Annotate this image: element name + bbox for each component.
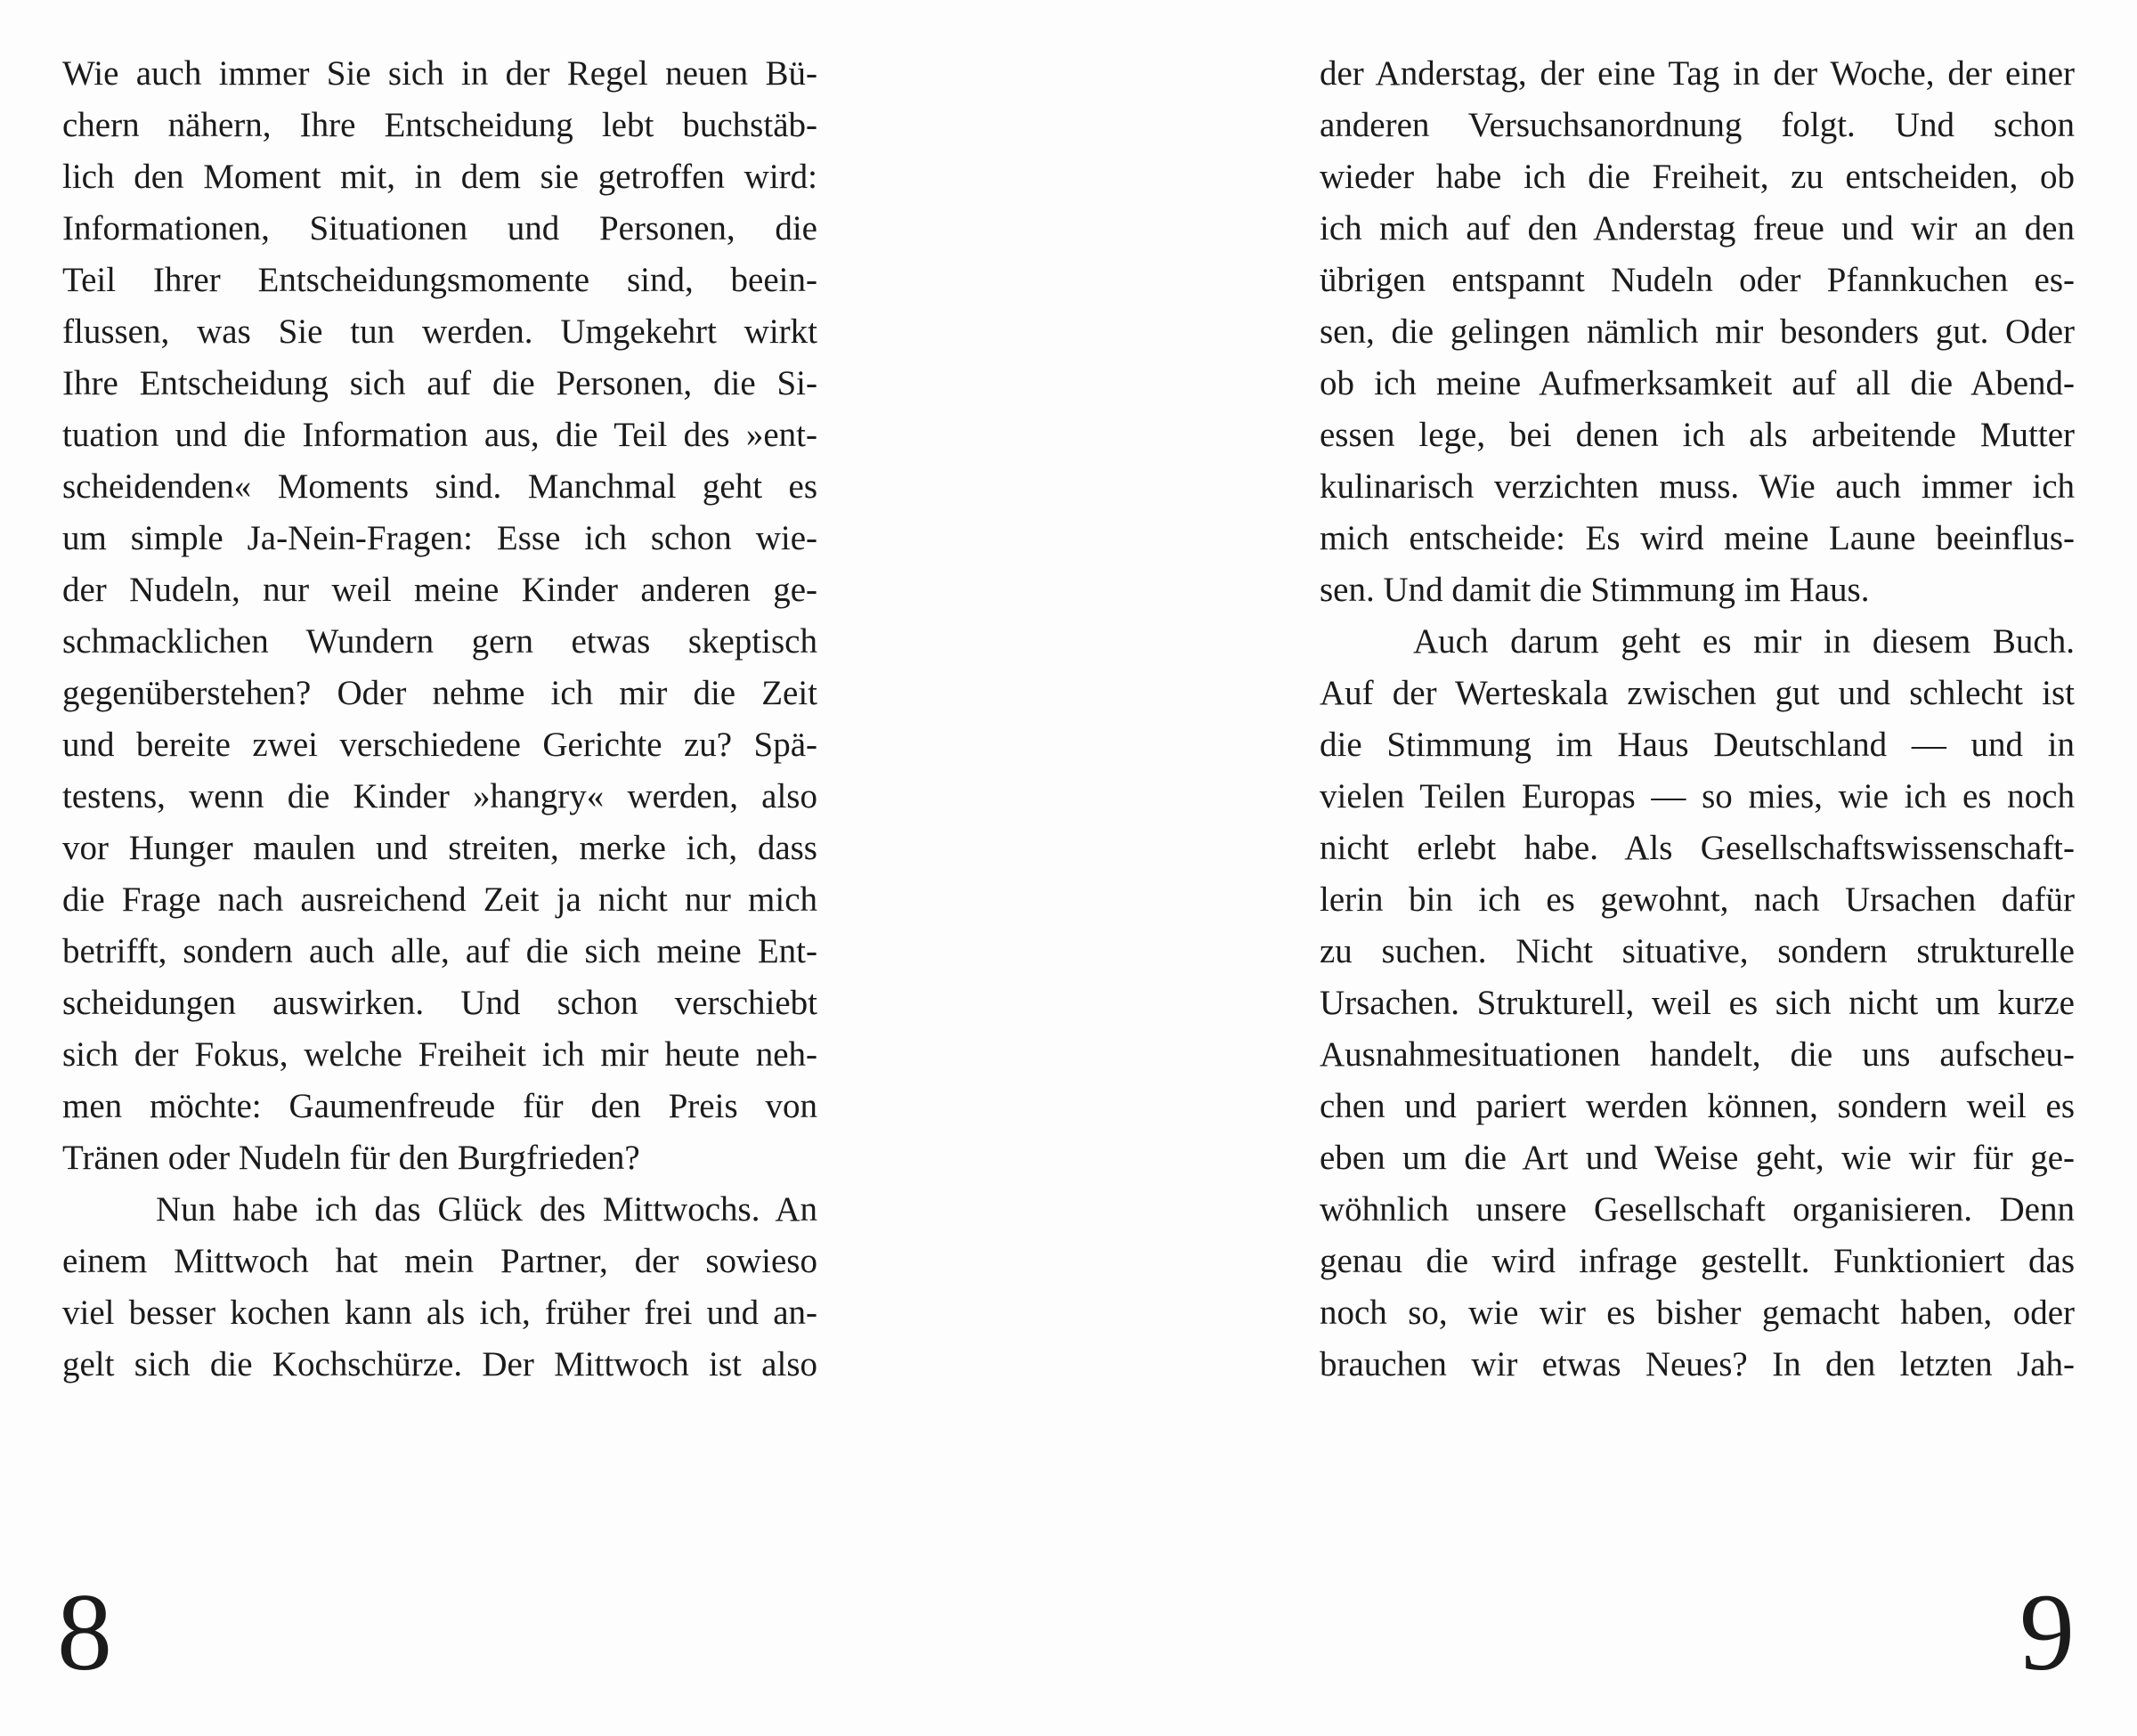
text-line: schmacklichen Wundern gern etwas skeptisch: [62, 622, 817, 661]
text-line: der Anderstag, der eine Tag in der Woche, der einer: [1320, 54, 2075, 93]
text-line: testens, wenn die Kinder »hangry« werden, also: [62, 777, 817, 815]
text-line: essen lege, bei denen ich als arbeitende Mutter: [1320, 416, 2075, 454]
text-line: scheidenden« Moments sind. Manchmal geht es: [62, 467, 817, 506]
text-line: scheidungen auswirken. Und schon verschiebt: [62, 984, 817, 1022]
right-page-number: 9: [2019, 1571, 2075, 1693]
text-line: flussen, was Sie tun werden. Umgekehrt wirkt: [62, 312, 817, 351]
text-line: chen und pariert werden können, sondern weil es: [1320, 1087, 2075, 1125]
text-line: die Frage nach ausreichend Zeit ja nicht nur mich: [62, 880, 817, 919]
text-line: men möchte: Gaumenfreude für den Preis von: [62, 1087, 817, 1125]
left-page: [0, 0, 1068, 1736]
text-line: zu suchen. Nicht situative, sondern strukturelle: [1320, 932, 2075, 970]
text-line: nicht erlebt habe. Als Gesellschaftswissenschaft-: [1320, 829, 2075, 867]
right-page-text-column: [1320, 48, 2075, 1391]
text-line: wöhnlich unsere Gesellschaft organisieren. Denn: [1320, 1190, 2075, 1229]
text-line: wieder habe ich die Freiheit, zu entscheiden, ob: [1320, 158, 2075, 196]
text-line: sen, die gelingen nämlich mir besonders gut. Oder: [1320, 312, 2075, 351]
text-line: Tränen oder Nudeln für den Burgfrieden?: [62, 1139, 640, 1177]
text-line: Auf der Werteskala zwischen gut und schlecht ist: [1320, 674, 2075, 712]
text-line: der Nudeln, nur weil meine Kinder anderen ge-: [62, 571, 817, 609]
text-line: noch so, wie wir es bisher gemacht haben, oder: [1320, 1294, 2075, 1332]
text-line: Nun habe ich das Glück des Mittwochs. An: [156, 1190, 817, 1229]
text-line: und bereite zwei verschiedene Gerichte zu? Spä-: [62, 726, 817, 764]
text-line: Ursachen. Strukturell, weil es sich nicht um kurze: [1320, 984, 2075, 1022]
text-line: Ausnahmesituationen handelt, die uns aufscheu-: [1320, 1035, 2075, 1074]
text-line: ich mich auf den Anderstag freue und wir an den: [1320, 209, 2075, 247]
text-line: sich der Fokus, welche Freiheit ich mir heute neh-: [62, 1035, 817, 1074]
left-page-text-column: [62, 48, 817, 1391]
text-line: chern nähern, Ihre Entscheidung lebt buchstäb-: [62, 106, 817, 144]
right-page: [1068, 0, 2137, 1736]
text-line: lerin bin ich es gewohnt, nach Ursachen dafür: [1320, 880, 2075, 919]
text-line: die Stimmung im Haus Deutschland — und in: [1320, 726, 2075, 764]
text-line: vielen Teilen Europas — so mies, wie ich es noch: [1320, 777, 2075, 815]
text-line: tuation und die Information aus, die Teil des »ent-: [62, 416, 817, 454]
text-line: mich entscheide: Es wird meine Laune beeinflus-: [1320, 519, 2075, 557]
text-line: gelt sich die Kochschürze. Der Mittwoch ist also: [62, 1345, 817, 1383]
text-line: anderen Versuchsanordnung folgt. Und schon: [1320, 106, 2075, 144]
text-line: kulinarisch verzichten muss. Wie auch immer ich: [1320, 467, 2075, 506]
text-line: um simple Ja-Nein-Fragen: Esse ich schon wie-: [62, 519, 817, 557]
text-line: betrifft, sondern auch alle, auf die sich meine Ent-: [62, 932, 817, 970]
text-line: Informationen, Situationen und Personen, die: [62, 209, 817, 247]
text-line: eben um die Art und Weise geht, wie wir für ge-: [1320, 1139, 2075, 1177]
text-line: gegenüberstehen? Oder nehme ich mir die Zeit: [62, 674, 817, 712]
left-page-number: 8: [57, 1571, 112, 1693]
text-line: Ihre Entscheidung sich auf die Personen, die Si-: [62, 364, 817, 402]
text-line: Teil Ihrer Entscheidungsmomente sind, beein-: [62, 261, 817, 299]
text-line: Wie auch immer Sie sich in der Regel neuen Bü-: [62, 54, 817, 93]
text-line: genau die wird infrage gestellt. Funktioniert das: [1320, 1242, 2075, 1280]
text-line: ob ich meine Aufmerksamkeit auf all die Abend-: [1320, 364, 2075, 402]
text-line: übrigen entspannt Nudeln oder Pfannkuchen es-: [1320, 261, 2075, 299]
text-line: brauchen wir etwas Neues? In den letzten Jah-: [1320, 1345, 2075, 1383]
text-line: vor Hunger maulen und streiten, merke ich, dass: [62, 829, 817, 867]
text-line: einem Mittwoch hat mein Partner, der sowieso: [62, 1242, 817, 1280]
text-line: Auch darum geht es mir in diesem Buch.: [1413, 622, 2075, 661]
text-line: viel besser kochen kann als ich, früher frei und an-: [62, 1294, 817, 1332]
text-line: sen. Und damit die Stimmung im Haus.: [1320, 571, 1870, 609]
text-line: lich den Moment mit, in dem sie getroffen wird:: [62, 158, 817, 196]
